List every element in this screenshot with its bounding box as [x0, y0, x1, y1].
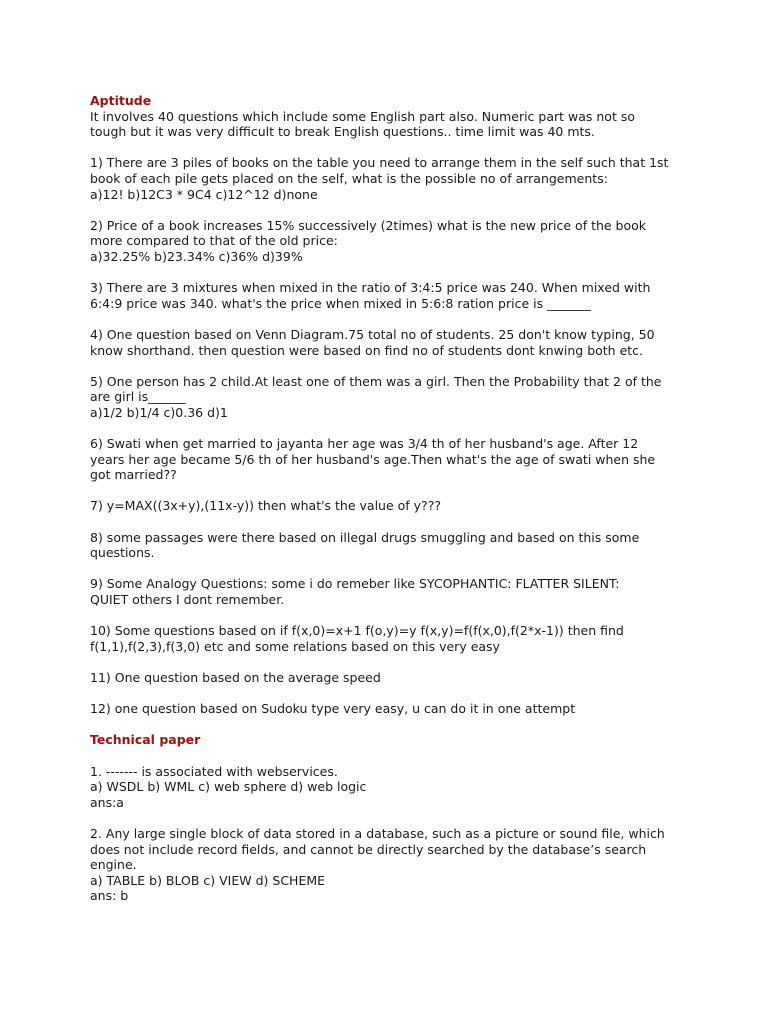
- aptitude-question-6: [90, 436, 690, 483]
- question-line: book of each pile gets placed on the self, what is the possible no of arrangements:: [90, 170, 608, 186]
- question-line: questions.: [90, 545, 155, 561]
- answer-options: a) TABLE b) BLOB c) VIEW d) SCHEME: [90, 872, 326, 888]
- question-line: got married??: [90, 467, 177, 483]
- question-line: engine.: [90, 857, 137, 873]
- intro-line: It involves 40 questions which include some English part also. Numeric part was not so: [90, 108, 635, 124]
- answer-options: a)1/2 b)1/4 c)0.36 d)1: [90, 404, 228, 420]
- question-line: 6:4:9 price was 340. what's the price when mixed in 5:6:8 ration price is _______: [90, 295, 591, 311]
- answer-options: a)32.25% b)23.34% c)36% d)39%: [90, 248, 303, 264]
- question-line: 1) There are 3 piles of books on the table you need to arrange them in the self such that 1st: [90, 155, 669, 171]
- technical-question-2: [90, 826, 690, 904]
- aptitude-question-10: [90, 623, 690, 654]
- question-line: 9) Some Analogy Questions: some i do remeber like SYCOPHANTIC: FLATTER SILENT:: [90, 576, 620, 592]
- question-line: years her age became 5/6 th of her husband's age.Then what's the age of swati when she: [90, 451, 656, 467]
- aptitude-question-4: [90, 327, 690, 358]
- intro-line: tough but it was very difficult to break English questions.. time limit was 40 mts.: [90, 124, 595, 140]
- technical-question-1: [90, 764, 690, 811]
- question-line: does not include record fields, and cannot be directly searched by the database’s search: [90, 841, 647, 857]
- aptitude-question-2: [90, 218, 690, 265]
- question-line: 2) Price of a book increases 15% successively (2times) what is the new price of the book: [90, 217, 647, 233]
- answer-options: a) WSDL b) WML c) web sphere d) web logic: [90, 779, 367, 795]
- document-page: [90, 93, 690, 919]
- aptitude-question-11: [90, 670, 690, 686]
- question-line: 6) Swati when get married to jayanta her age was 3/4 th of her husband's age. After 12: [90, 436, 639, 452]
- question-line: 7) y=MAX((3x+y),(11x-y)) then what's the value of y???: [90, 498, 441, 514]
- question-line: 10) Some questions based on if f(x,0)=x+1 f(o,y)=y f(x,y)=f(f(x,0),f(2*x-1)) then find: [90, 623, 624, 639]
- question-line: 4) One question based on Venn Diagram.75 total no of students. 25 don't know typing, 50: [90, 326, 655, 342]
- aptitude-question-8: [90, 530, 690, 561]
- aptitude-question-1: [90, 155, 690, 202]
- answer-key: ans: b: [90, 888, 129, 904]
- question-line: 12) one question based on Sudoku type very easy, u can do it in one attempt: [90, 701, 576, 717]
- question-line: know shorthand. then question were based on find no of students dont knwing both etc.: [90, 342, 644, 358]
- aptitude-intro: [90, 109, 690, 140]
- answer-options: a)12! b)12C3 * 9C4 c)12^12 d)none: [90, 186, 318, 202]
- question-line: QUIET others I dont remember.: [90, 592, 285, 607]
- aptitude-question-5: [90, 374, 690, 421]
- aptitude-question-12: [90, 701, 690, 717]
- answer-key: ans:a: [90, 794, 124, 810]
- aptitude-question-9: [90, 576, 690, 607]
- question-line: f(1,1),f(2,3),f(3,0) etc and some relations based on this very easy: [90, 638, 500, 654]
- question-line: 8) some passages were there based on illegal drugs smuggling and based on this some: [90, 529, 640, 545]
- aptitude-question-7: [90, 498, 690, 514]
- question-line: 11) One question based on the average speed: [90, 669, 381, 685]
- question-line: 1. ------- is associated with webservices.: [90, 763, 338, 779]
- aptitude-heading: Aptitude: [90, 93, 152, 108]
- question-line: are girl is______: [90, 389, 186, 405]
- aptitude-question-3: [90, 280, 690, 311]
- question-line: 3) There are 3 mixtures when mixed in the ratio of 3:4:5 price was 240. When mixed with: [90, 280, 651, 296]
- technical-heading: Technical paper: [90, 732, 201, 748]
- question-line: 2. Any large single block of data stored in a database, such as a picture or sound file, which: [90, 825, 665, 841]
- question-line: 5) One person has 2 child.At least one of them was a girl. Then the Probability that 2 of the: [90, 373, 662, 389]
- question-line: more compared to that of the old price:: [90, 233, 338, 249]
